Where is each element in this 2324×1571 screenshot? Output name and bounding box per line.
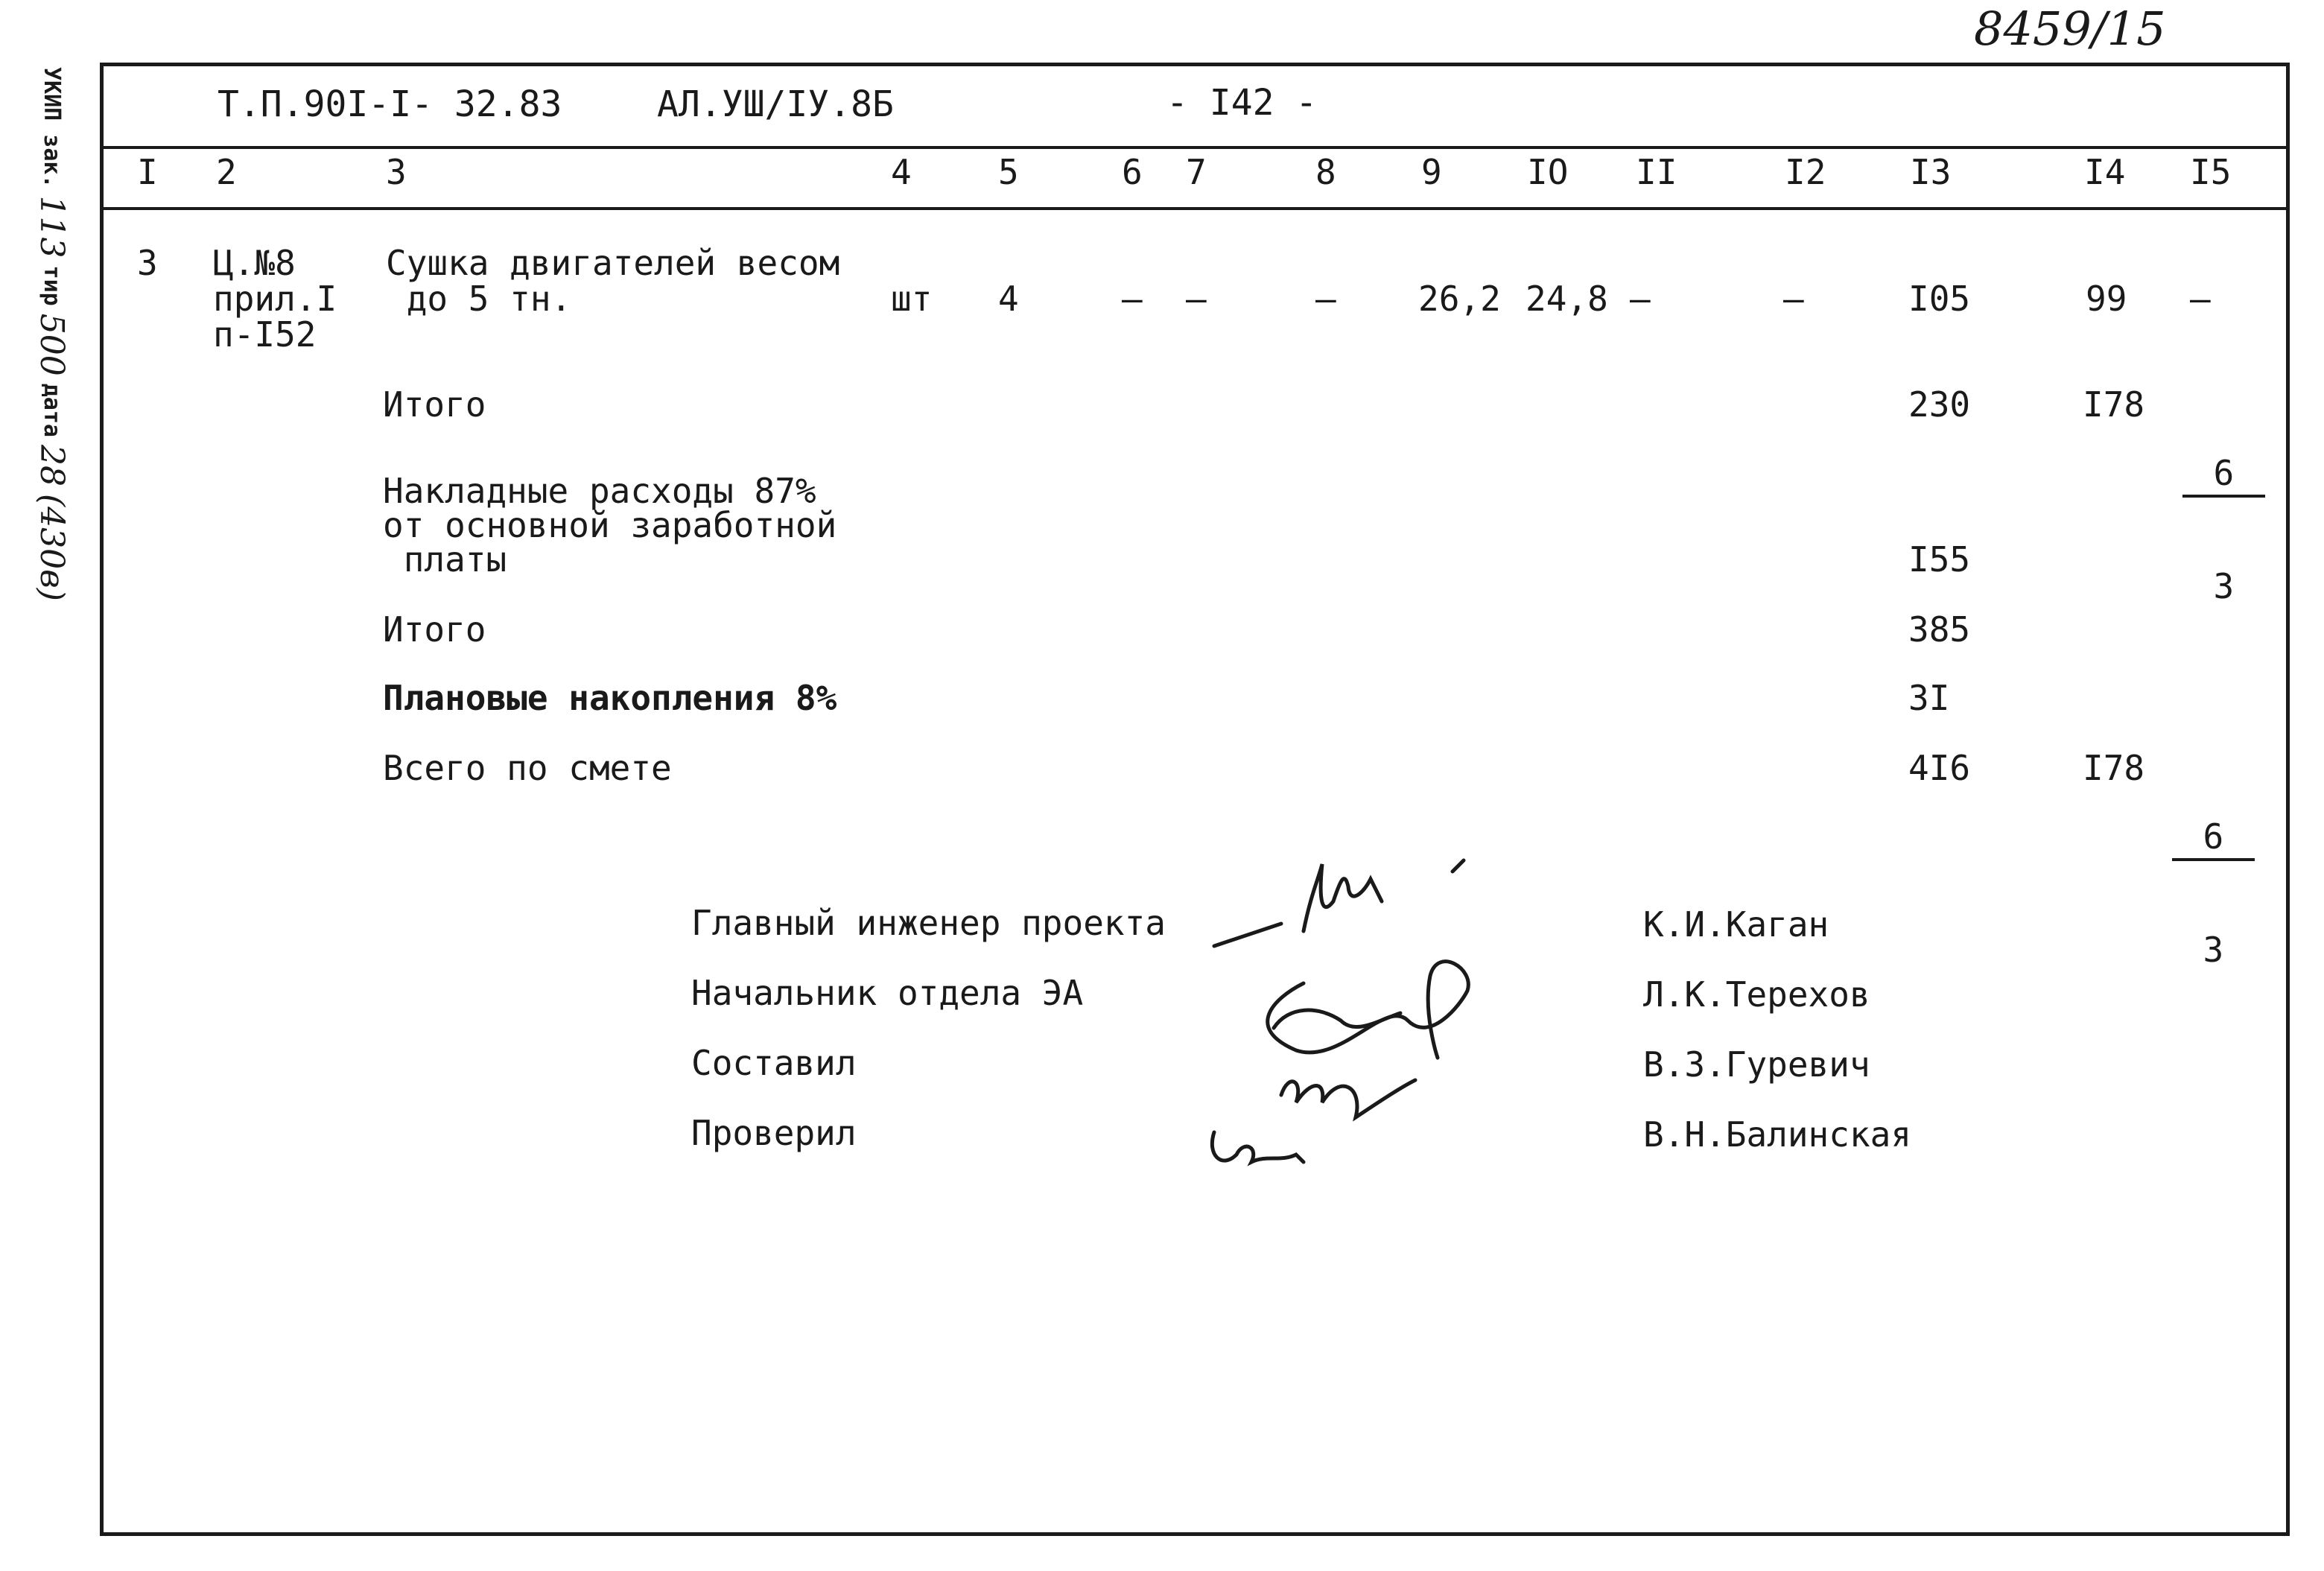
col-header: I4	[2084, 152, 2126, 192]
page-number: - I42 -	[1166, 82, 1318, 124]
overhead-label: платы	[383, 539, 507, 580]
planned-savings-value: 3I	[1908, 678, 1950, 718]
row-number: 3	[137, 243, 158, 283]
signature-name: В.Н.Балинская	[1643, 1114, 1912, 1155]
total-value: I78	[2083, 384, 2145, 425]
handwritten-signatures	[1192, 834, 1490, 1207]
signature-role: Составил	[691, 1043, 857, 1083]
row-unit: шт	[891, 279, 933, 319]
side-stamp-tail: дата	[39, 383, 66, 437]
side-stamp-run: 500	[33, 313, 72, 376]
total-label: Итого	[383, 384, 486, 425]
col-header: I3	[1910, 152, 1952, 192]
col-header: I	[137, 152, 158, 192]
side-stamp	[30, 67, 74, 678]
row-ref: Ц.№8	[213, 243, 296, 283]
col-header: 9	[1421, 152, 1442, 192]
column-header-rule	[100, 207, 2290, 210]
row-ref: п-I52	[213, 314, 317, 355]
row-ref: прил.I	[213, 279, 337, 319]
fraction-denominator: 3	[2203, 930, 2224, 970]
archive-number: 8459/15	[1974, 1, 2166, 56]
side-stamp-mid: тир	[39, 265, 66, 306]
grand-total-value: I78	[2083, 748, 2145, 788]
doc-code: Т.П.90I-I- 32.83	[218, 83, 562, 125]
row-cell: 99	[2086, 279, 2127, 319]
row-description: до 5 тн.	[386, 279, 572, 319]
fraction-denominator: 3	[2213, 566, 2235, 606]
col-header: 6	[1122, 152, 1143, 192]
row-cell: 26,2	[1418, 279, 1501, 319]
signature-role: Проверил	[691, 1113, 857, 1153]
side-stamp-sheet: (430в)	[33, 493, 72, 601]
overhead-value: I55	[1908, 539, 1971, 580]
row-quantity: 4	[998, 279, 1019, 319]
grand-total-value: 4I6	[1908, 748, 1971, 788]
col-header: 8	[1315, 152, 1336, 192]
total-fraction	[2182, 387, 2265, 672]
row-cell: –	[1186, 279, 1207, 319]
side-stamp-date: 28	[33, 444, 72, 486]
row-cell: 24,8	[1525, 279, 1608, 319]
overhead-label: Накладные расходы 87%	[383, 471, 816, 511]
col-header: I2	[1785, 152, 1826, 192]
overhead-label: от основной заработной	[383, 505, 837, 545]
grand-total-label: Всего по смете	[383, 748, 672, 788]
album-code: АЛ.УШ/IУ.8Б	[657, 83, 894, 125]
signature-name: Л.К.Терехов	[1643, 974, 1870, 1015]
subtotal-value: 385	[1908, 609, 1971, 650]
signature-name: В.З.Гуревич	[1643, 1044, 1870, 1085]
col-header: 7	[1186, 152, 1207, 192]
signature-role: Главный инженер проекта	[691, 903, 1166, 943]
signature-name: К.И.Каган	[1643, 904, 1829, 945]
side-stamp-printed: УКИП зак.	[39, 67, 66, 188]
grand-total-fraction	[2172, 751, 2255, 1035]
col-header: I5	[2190, 152, 2232, 192]
planned-savings-label: Плановые накопления 8%	[383, 678, 837, 718]
fraction-numerator: 6	[2172, 819, 2255, 861]
row-cell: I05	[1908, 279, 1971, 319]
col-header: 5	[998, 152, 1019, 192]
header-rule	[100, 146, 2290, 149]
col-header: IO	[1527, 152, 1569, 192]
subtotal-label: Итого	[383, 609, 486, 650]
row-description: Сушка двигателей весом	[386, 243, 840, 283]
fraction-numerator: 6	[2182, 456, 2265, 498]
col-header: 4	[891, 152, 912, 192]
signature-role: Начальник отдела ЭА	[691, 973, 1084, 1013]
col-header: 3	[386, 152, 407, 192]
row-cell: –	[1122, 279, 1143, 319]
col-header: II	[1636, 152, 1677, 192]
row-cell: –	[1315, 279, 1336, 319]
total-value: 230	[1908, 384, 1971, 425]
side-stamp-order: 113	[33, 195, 72, 258]
row-cell: –	[1630, 279, 1651, 319]
row-cell: –	[1783, 279, 1804, 319]
row-cell: –	[2190, 279, 2211, 319]
col-header: 2	[216, 152, 237, 192]
